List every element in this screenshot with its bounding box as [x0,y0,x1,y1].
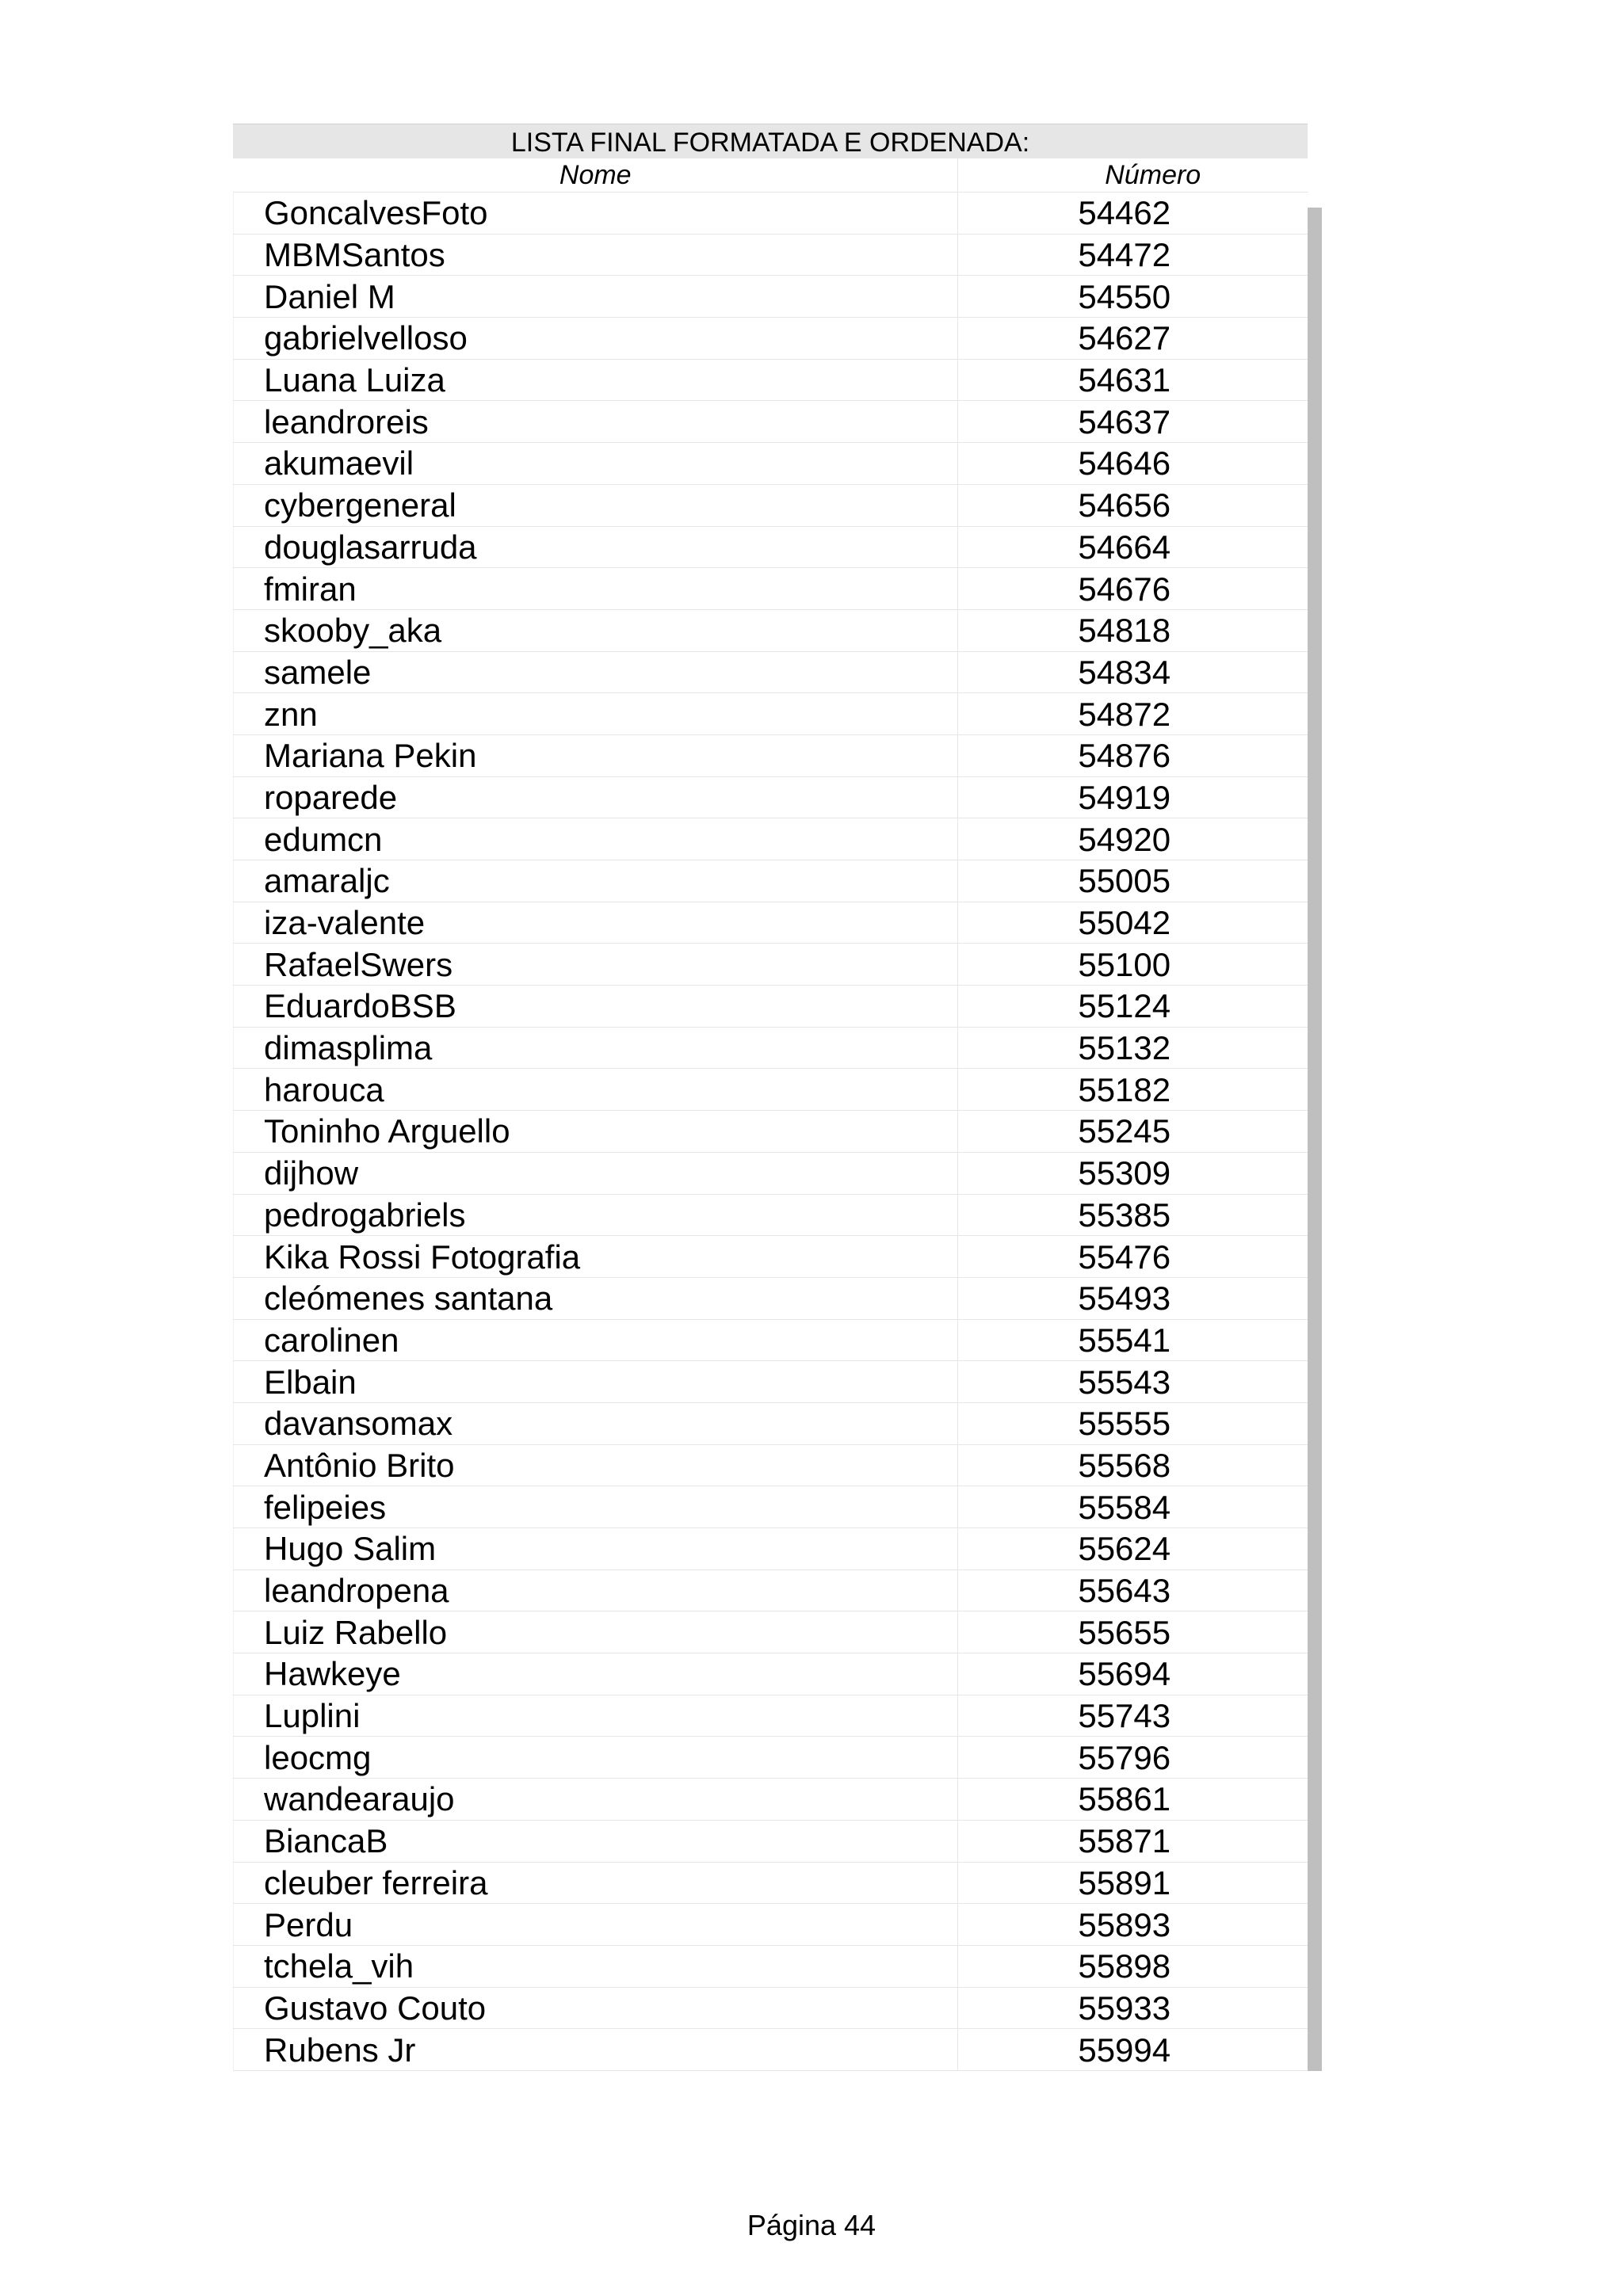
cell-name: pedrogabriels [234,1194,958,1236]
cell-number: 54834 [958,651,1308,693]
cell-name: harouca [234,1069,958,1111]
table-row [234,1277,1308,1319]
cell-number: 55100 [958,944,1308,986]
cell-name: MBMSantos [234,234,958,276]
cell-number: 55309 [958,1152,1308,1194]
table-row [234,860,1308,902]
table-row [234,1111,1308,1153]
cell-number: 54676 [958,568,1308,610]
table-row [234,1027,1308,1069]
table-row [234,1862,1308,1904]
cell-name: Toninho Arguello [234,1111,958,1153]
cell-name: GoncalvesFoto [234,193,958,235]
table-row [234,734,1308,776]
cell-number: 54631 [958,359,1308,401]
cell-number: 54920 [958,818,1308,860]
table-row [234,318,1308,360]
table-row [234,651,1308,693]
cell-name: leandroreis [234,401,958,443]
cell-number: 54664 [958,526,1308,568]
cell-number: 54919 [958,776,1308,818]
table-row [234,1737,1308,1779]
cell-name: cybergeneral [234,484,958,526]
table-row [234,276,1308,318]
cell-number: 55543 [958,1361,1308,1403]
cell-number: 55891 [958,1862,1308,1904]
cell-number: 55796 [958,1737,1308,1779]
cell-name: dijhow [234,1152,958,1194]
table-row [234,986,1308,1028]
sheet [233,124,1308,2071]
table-wrap [233,158,1308,2071]
table-row [234,1779,1308,1821]
table-row [234,1820,1308,1862]
table-row [234,902,1308,944]
cell-number: 55893 [958,1904,1308,1946]
cell-name: Luplini [234,1695,958,1737]
table-row [234,484,1308,526]
column-header-number: Número [958,158,1308,193]
cell-name: edumcn [234,818,958,860]
table-row [234,1444,1308,1486]
cell-name: Elbain [234,1361,958,1403]
cell-number: 55743 [958,1695,1308,1737]
cell-number: 54656 [958,484,1308,526]
cell-name: BiancaB [234,1820,958,1862]
cell-name: akumaevil [234,443,958,485]
cell-number: 55624 [958,1528,1308,1570]
cell-name: gabrielvelloso [234,318,958,360]
cell-number: 55861 [958,1779,1308,1821]
cell-number: 55042 [958,902,1308,944]
cell-name: samele [234,651,958,693]
table-row [234,526,1308,568]
table-row [234,1319,1308,1361]
table-row [234,944,1308,986]
cell-number: 55584 [958,1486,1308,1528]
table-row [234,1194,1308,1236]
header-row [234,158,1308,193]
cell-name: iza-valente [234,902,958,944]
table-row [234,1361,1308,1403]
cell-number: 54472 [958,234,1308,276]
table-body [234,193,1308,2071]
cell-name: dimasplima [234,1027,958,1069]
cell-name: Kika Rossi Fotografia [234,1236,958,1278]
table-shadow [1308,208,1322,2071]
cell-number: 55655 [958,1611,1308,1653]
cell-name: tchela_vih [234,1945,958,1987]
cell-name: douglasarruda [234,526,958,568]
table-row [234,1611,1308,1653]
cell-number: 55005 [958,860,1308,902]
cell-number: 55871 [958,1820,1308,1862]
cell-name: Mariana Pekin [234,734,958,776]
table-row [234,1486,1308,1528]
cell-number: 54876 [958,734,1308,776]
cell-number: 55182 [958,1069,1308,1111]
cell-number: 55476 [958,1236,1308,1278]
cell-name: leocmg [234,1737,958,1779]
table-row [234,1987,1308,2029]
cell-number: 55555 [958,1402,1308,1444]
cell-number: 54646 [958,443,1308,485]
cell-name: amaraljc [234,860,958,902]
cell-name: cleómenes santana [234,1277,958,1319]
table-row [234,401,1308,443]
cell-name: EduardoBSB [234,986,958,1028]
table-row [234,2029,1308,2071]
table-row [234,818,1308,860]
cell-name: carolinen [234,1319,958,1361]
table-row [234,193,1308,235]
cell-name: Luana Luiza [234,359,958,401]
cell-name: Daniel M [234,276,958,318]
table-row [234,1402,1308,1444]
cell-name: Antônio Brito [234,1444,958,1486]
cell-number: 55643 [958,1569,1308,1611]
cell-name: cleuber ferreira [234,1862,958,1904]
cell-name: RafaelSwers [234,944,958,986]
cell-name: davansomax [234,1402,958,1444]
cell-name: Gustavo Couto [234,1987,958,2029]
column-header-name: Nome [234,158,958,193]
cell-number: 54627 [958,318,1308,360]
table-row [234,1528,1308,1570]
cell-number: 55385 [958,1194,1308,1236]
table-row [234,1236,1308,1278]
table-row [234,1069,1308,1111]
list-title: LISTA FINAL FORMATADA E ORDENADA: [233,124,1308,158]
cell-name: Hugo Salim [234,1528,958,1570]
cell-name: fmiran [234,568,958,610]
cell-number: 55124 [958,986,1308,1028]
cell-name: skooby_aka [234,609,958,651]
table-row [234,568,1308,610]
table-row [234,776,1308,818]
cell-number: 54818 [958,609,1308,651]
table-row [234,1653,1308,1695]
cell-number: 54637 [958,401,1308,443]
cell-number: 55568 [958,1444,1308,1486]
table-row [234,1695,1308,1737]
name-number-table [233,158,1308,2071]
table-row [234,1945,1308,1987]
cell-number: 54462 [958,193,1308,235]
cell-number: 55541 [958,1319,1308,1361]
page-footer: Página 44 [747,2209,876,2241]
cell-name: Hawkeye [234,1653,958,1695]
table-row [234,1152,1308,1194]
cell-number: 55994 [958,2029,1308,2071]
cell-number: 55933 [958,1987,1308,2029]
cell-number: 55132 [958,1027,1308,1069]
cell-number: 54872 [958,693,1308,735]
table-row [234,693,1308,735]
cell-name: wandearaujo [234,1779,958,1821]
cell-number: 55245 [958,1111,1308,1153]
cell-number: 54550 [958,276,1308,318]
table-row [234,234,1308,276]
cell-name: Perdu [234,1904,958,1946]
table-row [234,1904,1308,1946]
cell-name: Luiz Rabello [234,1611,958,1653]
cell-name: roparede [234,776,958,818]
table-row [234,1569,1308,1611]
cell-name: felipeies [234,1486,958,1528]
table-row [234,609,1308,651]
cell-number: 55493 [958,1277,1308,1319]
cell-name: Rubens Jr [234,2029,958,2071]
table-row [234,443,1308,485]
cell-number: 55694 [958,1653,1308,1695]
cell-name: znn [234,693,958,735]
cell-number: 55898 [958,1945,1308,1987]
table-row [234,359,1308,401]
cell-name: leandropena [234,1569,958,1611]
